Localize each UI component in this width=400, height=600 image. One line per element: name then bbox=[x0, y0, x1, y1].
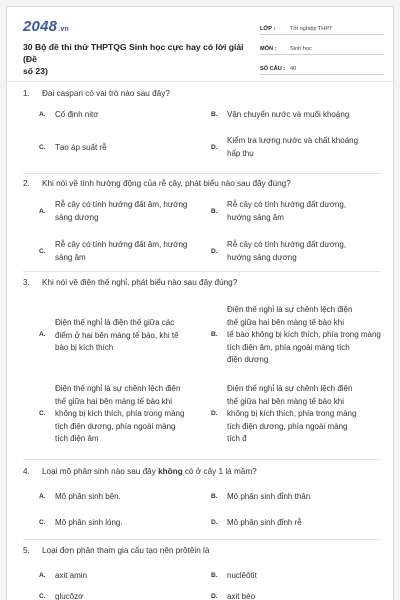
option-line: tế bào không bị kích thích, phía trong màng bbox=[227, 330, 381, 339]
option-line: nuclêôtit bbox=[227, 571, 257, 580]
option-line: tích đ bbox=[227, 434, 247, 443]
option-line: tích điện dương, phía ngoài màng bbox=[227, 421, 348, 431]
question-divider bbox=[23, 173, 381, 174]
exam-title-line: 30 Bộ đề thi thử THPTQG Sinh học cực hay có lời giải (Đề bbox=[23, 42, 244, 64]
question-number: 1. bbox=[23, 89, 30, 98]
option-line: Rễ cây có tính hướng đất dương, bbox=[227, 200, 347, 209]
meta-value: Sinh học bbox=[290, 46, 312, 52]
option-line: Rễ cây có tính hướng đất âm, hướng bbox=[55, 240, 188, 249]
option-text bbox=[227, 591, 255, 600]
exam-title bbox=[23, 41, 251, 77]
option-letter: B. bbox=[211, 572, 218, 579]
question-divider bbox=[23, 539, 381, 540]
option-line: axit amin bbox=[55, 571, 88, 580]
option-letter: C. bbox=[39, 593, 46, 600]
meta-row-subject bbox=[260, 39, 384, 55]
option-line: Điện thế nghỉ là sự chênh lệch điện bbox=[227, 384, 353, 393]
option-line: không bị kích thích, phía trong màng bbox=[55, 409, 185, 418]
option-text bbox=[227, 239, 346, 264]
option-text bbox=[55, 570, 87, 583]
option-letter: D. bbox=[211, 410, 218, 417]
question-number: 2. bbox=[23, 179, 30, 188]
option-letter: B. bbox=[211, 208, 218, 215]
option-letter: C. bbox=[39, 144, 46, 151]
meta-row-count bbox=[260, 59, 384, 75]
question-4-stem bbox=[23, 467, 257, 476]
option-letter: B. bbox=[211, 331, 218, 338]
option-text bbox=[55, 109, 99, 122]
option-text bbox=[55, 142, 107, 155]
option-letter: B. bbox=[211, 493, 218, 500]
option-line: Rễ cây có tính hướng đất dương, bbox=[227, 240, 347, 249]
exam-meta bbox=[260, 19, 384, 79]
option-text bbox=[55, 317, 179, 355]
option-text bbox=[227, 199, 346, 224]
page-header bbox=[7, 7, 393, 82]
option-letter: D. bbox=[211, 144, 218, 151]
question-5-stem bbox=[23, 546, 209, 555]
option-letter: C. bbox=[39, 519, 46, 526]
option-line: điểm ở hai bên màng tế bào, khi tế bbox=[55, 330, 179, 340]
exam-title-line: số 23) bbox=[23, 66, 48, 76]
exam-page bbox=[6, 6, 394, 600]
question-text-emphasis: không bbox=[158, 467, 183, 476]
question-divider bbox=[23, 271, 381, 272]
option-line: Kiểm tra lượng nước và chất khoáng bbox=[227, 136, 359, 145]
option-line: Điện thế nghỉ là điện thế giữa các bbox=[55, 318, 175, 327]
option-letter: D. bbox=[211, 593, 218, 600]
option-text bbox=[227, 109, 349, 122]
logo-suffix: .vn bbox=[58, 26, 69, 33]
option-letter: D. bbox=[211, 248, 218, 255]
option-line: Điện thế nghỉ là sự chênh lệch điện bbox=[55, 384, 181, 393]
option-line: Tạo áp suất rễ bbox=[55, 143, 107, 152]
logo-text: 2048 bbox=[23, 18, 58, 35]
option-text bbox=[227, 491, 310, 504]
meta-value: Tốt nghiệp THPT bbox=[290, 26, 333, 32]
option-text bbox=[55, 517, 123, 530]
question-number: 5. bbox=[23, 546, 30, 555]
option-line: tích điện âm, phía ngoài màng tích bbox=[227, 342, 350, 352]
question-text: có ở cây 1 lá mầm? bbox=[182, 467, 257, 476]
meta-row-class bbox=[260, 19, 384, 35]
option-line: Mô phân sinh lóng. bbox=[55, 518, 123, 527]
option-text bbox=[55, 383, 184, 446]
option-text bbox=[55, 591, 83, 600]
option-letter: C. bbox=[39, 410, 46, 417]
option-line: hướng sáng âm bbox=[227, 212, 284, 222]
option-letter: A. bbox=[39, 572, 46, 579]
option-line: hấp thụ bbox=[227, 148, 254, 158]
option-line: Điện thế nghỉ là sự chênh lệch điện bbox=[227, 305, 353, 314]
option-line: không bị kích thích, phía trong màng bbox=[227, 409, 357, 418]
question-divider bbox=[23, 459, 381, 460]
question-text: Khi nói về điện thế nghỉ, phát biểu nào sau đây đúng? bbox=[42, 278, 238, 287]
option-letter: A. bbox=[39, 331, 46, 338]
option-line: tích điện dương, phía ngoài màng bbox=[55, 421, 176, 431]
meta-label: LỚP : bbox=[260, 26, 276, 32]
question-3-stem bbox=[23, 278, 237, 287]
question-number: 4. bbox=[23, 467, 30, 476]
question-text: Loại mô phân sinh nào sau đây bbox=[42, 467, 159, 476]
option-line: thế giữa hai bên màng tế bào khi bbox=[227, 317, 344, 327]
option-line: tích điện âm bbox=[55, 434, 99, 443]
option-line: Mô phân sinh đỉnh thân bbox=[227, 492, 311, 501]
option-line: Rễ cây có tính hướng đất âm, hướng bbox=[55, 200, 188, 209]
option-line: sáng dương bbox=[55, 212, 99, 222]
option-text bbox=[55, 239, 187, 264]
option-text bbox=[227, 570, 257, 583]
option-line: Cố định nitơ bbox=[55, 110, 99, 119]
option-line: thế giữa hai bên màng tế bào khi bbox=[227, 396, 344, 406]
option-line: Mô phân sinh đỉnh rễ bbox=[227, 518, 302, 527]
option-text bbox=[227, 135, 358, 160]
option-line: bào bị kích thích bbox=[55, 343, 114, 352]
option-line: axit béo bbox=[227, 592, 256, 600]
option-line: hướng sáng dương bbox=[227, 252, 297, 262]
option-line: điện dương bbox=[227, 355, 269, 364]
meta-label: SỐ CÂU : bbox=[260, 66, 286, 72]
question-number: 3. bbox=[23, 278, 30, 287]
option-letter: A. bbox=[39, 493, 46, 500]
option-letter: A. bbox=[39, 208, 46, 215]
site-logo[interactable] bbox=[23, 18, 69, 35]
question-text: Đai caspari có vai trò nào sau đây? bbox=[42, 89, 170, 98]
option-line: glucôzơ bbox=[55, 592, 84, 600]
option-text bbox=[227, 383, 356, 446]
question-text: Loại đơn phân tham gia cấu tạo nên prôtêin là bbox=[42, 546, 210, 555]
option-text bbox=[55, 199, 187, 224]
question-2-stem bbox=[23, 179, 291, 188]
question-text: Khi nói về tính hướng động của rễ cây, phát biểu nào sau đây đúng? bbox=[42, 179, 291, 188]
option-line: Mô phân sinh bên. bbox=[55, 492, 121, 501]
option-line: Vận chuyển nước và muối khoáng bbox=[227, 110, 350, 119]
option-text bbox=[227, 517, 302, 530]
option-line: thế giữa hai bên màng tế bào khi bbox=[55, 396, 172, 406]
option-text bbox=[227, 304, 387, 367]
option-letter: B. bbox=[211, 111, 218, 118]
option-text bbox=[55, 491, 121, 504]
meta-label: MÔN : bbox=[260, 46, 277, 52]
question-1-stem bbox=[23, 89, 170, 98]
meta-value: 40 bbox=[290, 66, 297, 72]
option-letter: A. bbox=[39, 111, 46, 118]
option-line: sáng âm bbox=[55, 252, 86, 262]
option-letter: C. bbox=[39, 248, 46, 255]
option-letter: D. bbox=[211, 519, 218, 526]
